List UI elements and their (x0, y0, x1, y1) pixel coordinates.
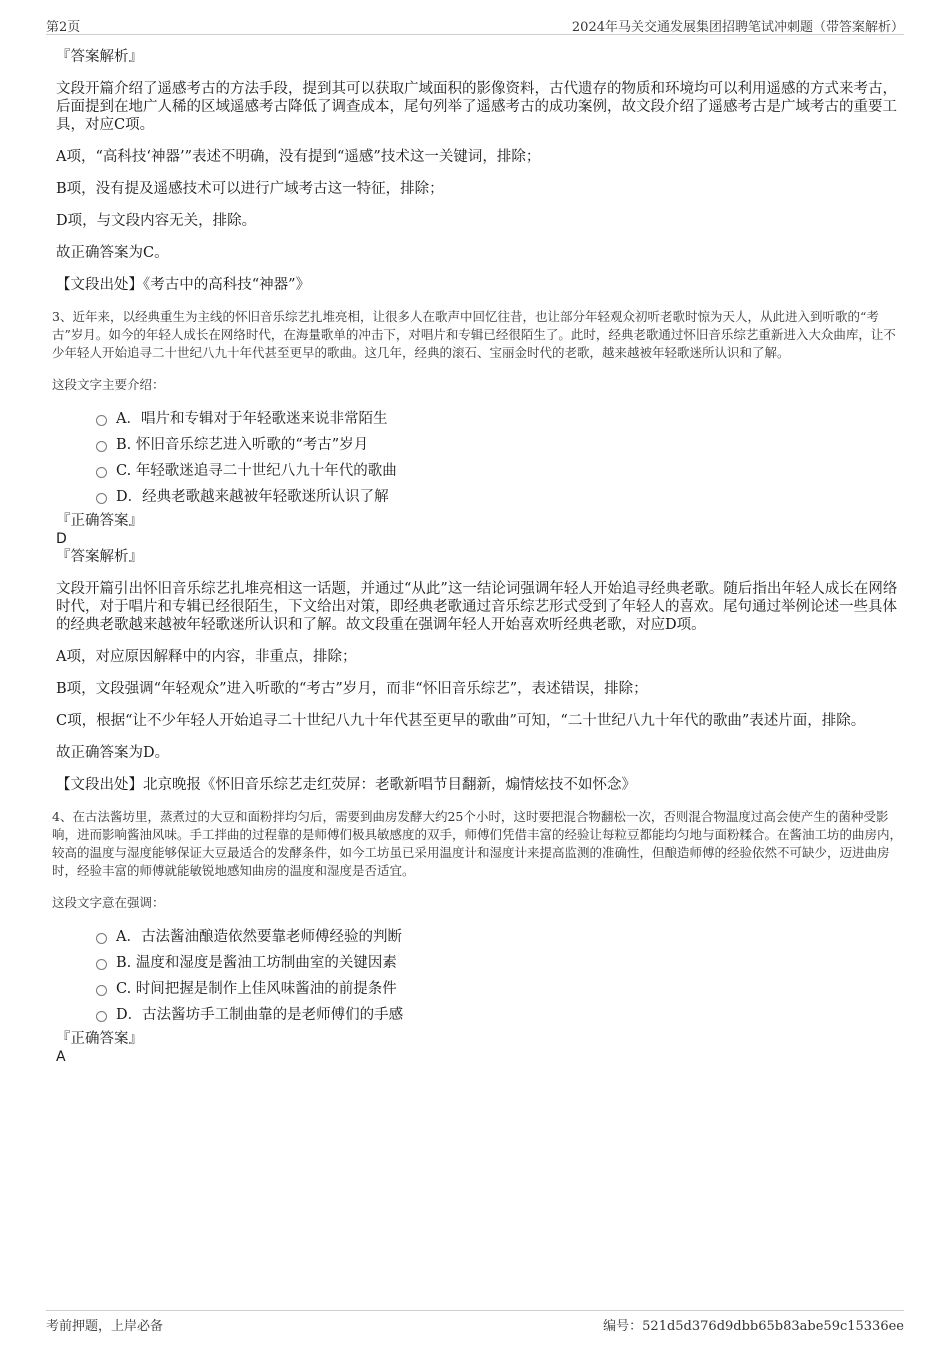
analysis-text: 文段开篇介绍了遥感考古的方法手段，提到其可以获取广域面积的影像资料，古代遗存的物质和环境均可以利用遥感的方式来考古，后面提到在地广人稀的区域遥感考古降低了调查成本，尾句列举了遥感考古的成功案例，故文段介绍了遥感考古是广域考古的重要工具，对应C项。 (56, 81, 897, 133)
q4-option-b[interactable] (96, 950, 906, 976)
q3-option-c[interactable] (96, 458, 906, 484)
radio-icon[interactable] (96, 441, 107, 452)
page-footer (46, 1310, 904, 1335)
q3-option-b[interactable] (96, 432, 906, 458)
q3-analysis-label: 『答案解析』 (56, 549, 143, 565)
q3-conclusion: 故正确答案为D。 (56, 745, 170, 761)
answer-conclusion: 故正确答案为C。 (56, 245, 169, 261)
question-3-prompt: 这段文字主要介绍： (52, 377, 165, 392)
radio-icon[interactable] (96, 985, 107, 996)
q4-correct-label: 『正确答案』 (56, 1031, 143, 1047)
q4-option-c[interactable] (96, 976, 906, 1002)
q4-correct-answer: A (56, 1049, 66, 1065)
q3-analysis-b: B项，文段强调“年轻观众”进入听歌的“考古”岁月，而非“怀旧音乐综艺”，表述错误，排除； (56, 681, 648, 697)
radio-icon[interactable] (96, 933, 107, 944)
q3-analysis-c: C项，根据“让不少年轻人开始追寻二十世纪八九十年代甚至更早的歌曲”可知，“二十世纪八九十年代的歌曲”表述片面，排除。 (56, 713, 866, 729)
radio-icon[interactable] (96, 415, 107, 426)
q3-correct-label: 『正确答案』 (56, 513, 143, 529)
q3-option-b-label: B. 怀旧音乐综艺进入听歌的“考古”岁月 (116, 437, 369, 453)
q3-option-a[interactable] (96, 406, 906, 432)
q4-option-c-label: C. 时间把握是制作上佳风味酱油的前提条件 (116, 981, 397, 997)
analysis-label: 『答案解析』 (56, 49, 143, 65)
q3-option-c-label: C. 年轻歌迷追寻二十世纪八九十年代的歌曲 (116, 463, 397, 479)
analysis-option-a: A项，“高科技‘神器’”表述不明确，没有提到“遥感”技术这一关键词，排除； (56, 149, 541, 165)
q3-analysis-text: 文段开篇引出怀旧音乐综艺扎堆亮相这一话题，并通过“从此”这一结论词强调年轻人开始追寻经典老歌。随后指出年轻人成长在网络时代，对于唱片和专辑已经很陌生，下文给出对策，即经典老歌通过音乐综艺形式受到了年轻人的喜欢。尾句通过举例论述一些具体的经典老歌越来越被年轻歌迷所认识和了解。故文段重在强调年轻人开始喜欢听经典老歌，对应D项。 (56, 581, 898, 633)
question-4-options (56, 924, 906, 1028)
analysis-option-d: D项，与文段内容无关，排除。 (56, 213, 257, 229)
radio-icon[interactable] (96, 467, 107, 478)
q4-option-b-label: B. 温度和湿度是酱油工坊制曲室的关键因素 (116, 955, 397, 971)
page-number: 第2页 (46, 20, 81, 35)
q3-source: 【文段出处】北京晚报《怀旧音乐综艺走红荧屏：老歌新唱节目翻新，煽情炫技不如怀念》 (56, 777, 636, 793)
q4-option-a[interactable] (96, 924, 906, 950)
passage-source: 【文段出处】《考古中的高科技“神器”》 (56, 277, 311, 293)
q4-option-a-label: A．古法酱油酿造依然要靠老师傅经验的判断 (116, 929, 402, 945)
q3-option-d-label: D．经典老歌越来越被年轻歌迷所认识了解 (116, 489, 389, 505)
radio-icon[interactable] (96, 959, 107, 970)
q3-option-a-label: A．唱片和专辑对于年轻歌迷来说非常陌生 (116, 411, 388, 427)
question-3-text: 3、近年来，以经典重生为主线的怀旧音乐综艺扎堆亮相，让很多人在歌声中回忆往昔，也让部分年轻观众初听老歌时惊为天人，从此进入到听歌的“考古”岁月。如今的年轻人成长在网络时代，在海量歌单的冲击下，对唱片和专辑已经很陌生了。此时，经典老歌通过怀旧音乐综艺重新进入大众曲库，让不少年轻人开始追寻二十世纪八九十年代甚至更早的歌曲。这几年，经典的滚石、宝丽金时代的老歌，越来越被年轻歌迷所认识和了解。 (52, 309, 896, 360)
page-header (46, 14, 904, 35)
q4-option-d[interactable] (96, 1002, 906, 1028)
radio-icon[interactable] (96, 493, 107, 504)
document-body (52, 46, 906, 1066)
q3-correct-answer: D (56, 531, 67, 547)
q3-analysis-a: A项，对应原因解释中的内容，非重点，排除； (56, 649, 357, 665)
q3-option-d[interactable] (96, 484, 906, 510)
question-3-options (56, 406, 906, 510)
question-4-prompt: 这段文字意在强调： (52, 895, 165, 910)
analysis-option-b: B项，没有提及遥感技术可以进行广域考古这一特征，排除； (56, 181, 444, 197)
q4-option-d-label: D．古法酱坊手工制曲靠的是老师傅们的手感 (116, 1007, 404, 1023)
radio-icon[interactable] (96, 1011, 107, 1022)
question-4-text: 4、在古法酱坊里，蒸煮过的大豆和面粉拌均匀后，需要到曲房发酵大约25个小时，这时要把混合物翻松一次，否则混合物温度过高会使产生的菌种受影响，进而影响酱油风味。手工拌曲的过程靠的是师傅们极具敏感度的双手，师傅们凭借丰富的经验让每粒豆都能均匀地与面粉糅合。在酱油工坊的曲房内，较高的温度与湿度能够保证大豆最适合的发酵条件，如今工坊虽已采用温度计和湿度计来提高监测的准确性，但酿造师傅的经验依然不可缺少，迈进曲房时，经验丰富的师傅就能敏锐地感知曲房的温度和湿度是否适宜。 (52, 809, 903, 878)
footer-slogan: 考前押题，上岸必备 (46, 1319, 164, 1334)
footer-serial: 编号：521d5d376d9dbb65b83abe59c15336ee (603, 1319, 904, 1334)
document-title: 2024年马关交通发展集团招聘笔试冲刺题（带答案解析） (571, 20, 904, 35)
